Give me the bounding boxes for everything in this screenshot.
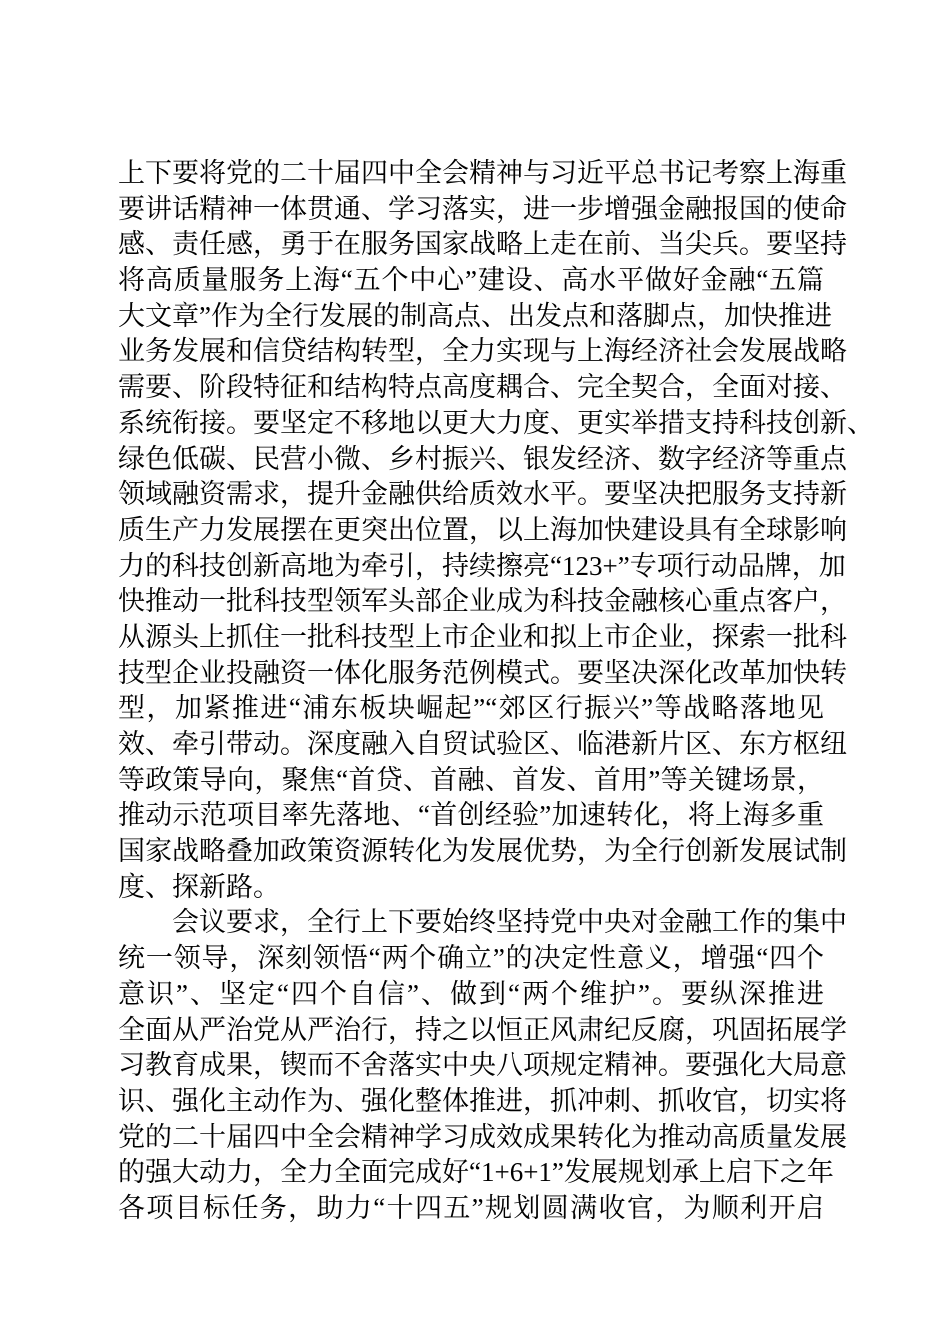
text-line: 业务发展和信贷结构转型，全力实现与上海经济社会发展战略 <box>118 336 847 367</box>
text-line: 识、强化主动作为、强化整体推进，抓冲刺、抓收官，切实将 <box>118 1085 847 1116</box>
text-line: 意识”、坚定“四个自信”、做到“两个维护”。要纵深推进 <box>118 978 824 1009</box>
text-line: 需要、阶段特征和结构特点高度耦合、完全契合，全面对接、 <box>118 372 847 403</box>
text-line: 快推动一批科技型领军头部企业成为科技金融核心重点客户， <box>118 586 847 617</box>
text-line: 习教育成果，锲而不舍落实中央八项规定精神。要强化大局意 <box>118 1050 847 1081</box>
text-line: 从源头上抓住一批科技型上市企业和拟上市企业，探索一批科 <box>118 621 847 652</box>
text-line: 的强大动力，全力全面完成好“1+6+1”发展规划承上启下之年 <box>118 1157 834 1188</box>
text-line: 党的二十届四中全会精神学习成效成果转化为推动高质量发展 <box>118 1121 847 1152</box>
text-line: 上下要将党的二十届四中全会精神与习近平总书记考察上海重 <box>118 158 847 188</box>
text-line: 感、责任感，勇于在服务国家战略上走在前、当尖兵。要坚持 <box>118 229 847 260</box>
text-line: 要讲话精神一体贯通、学习落实，进一步增强金融报国的使命 <box>118 193 847 224</box>
text-line: 大文章”作为全行发展的制高点、出发点和落脚点，加快推进 <box>118 300 832 331</box>
text-line: 系统衔接。要坚定不移地以更大力度、更实举措支持科技创新、 <box>118 407 874 438</box>
text-line: 统一领导，深刻领悟“两个确立”的决定性意义，增强“四个 <box>118 943 824 974</box>
text-line: 力的科技创新高地为牵引，持续擦亮“123+”专项行动品牌，加 <box>118 550 846 581</box>
text-line: 国家战略叠加政策资源转化为发展优势，为全行创新发展试制 <box>118 836 847 867</box>
text-line: 技型企业投融资一体化服务范例模式。要坚决深化改革加快转 <box>118 657 847 688</box>
text-line: 质生产力发展摆在更突出位置，以上海加快建设具有全球影响 <box>118 514 847 545</box>
paragraph-1 <box>118 156 874 905</box>
text-line: 各项目标任务，助力“十四五”规划圆满收官，为顺利开启 <box>118 1192 824 1223</box>
text-line: 型，加紧推进“浦东板块崛起”“郊区行振兴”等战略落地见 <box>118 693 824 724</box>
text-line: 度、探新路。 <box>118 871 280 902</box>
text-line: 效、牵引带动。深度融入自贸试验区、临港新片区、东方枢纽 <box>118 729 847 759</box>
text-line: 会议要求，全行上下要始终坚持党中央对金融工作的集中 <box>172 907 847 938</box>
text-line: 推动示范项目率先落地、“首创经验”加速转化，将上海多重 <box>118 800 824 831</box>
text-line: 将高质量服务上海“五个中心”建设、高水平做好金融“五篇 <box>118 265 824 296</box>
paragraph-2 <box>118 905 847 1226</box>
text-line: 全面从严治党从严治行，持之以恒正风肃纪反腐，巩固拓展学 <box>118 1014 847 1045</box>
text-line: 绿色低碳、民营小微、乡村振兴、银发经济、数字经济等重点 <box>118 443 847 474</box>
text-line: 等政策导向，聚焦“首贷、首融、首发、首用”等关键场景， <box>118 764 824 795</box>
document-body <box>118 156 874 1227</box>
text-line: 领域融资需求，提升金融供给质效水平。要坚决把服务支持新 <box>118 479 847 510</box>
